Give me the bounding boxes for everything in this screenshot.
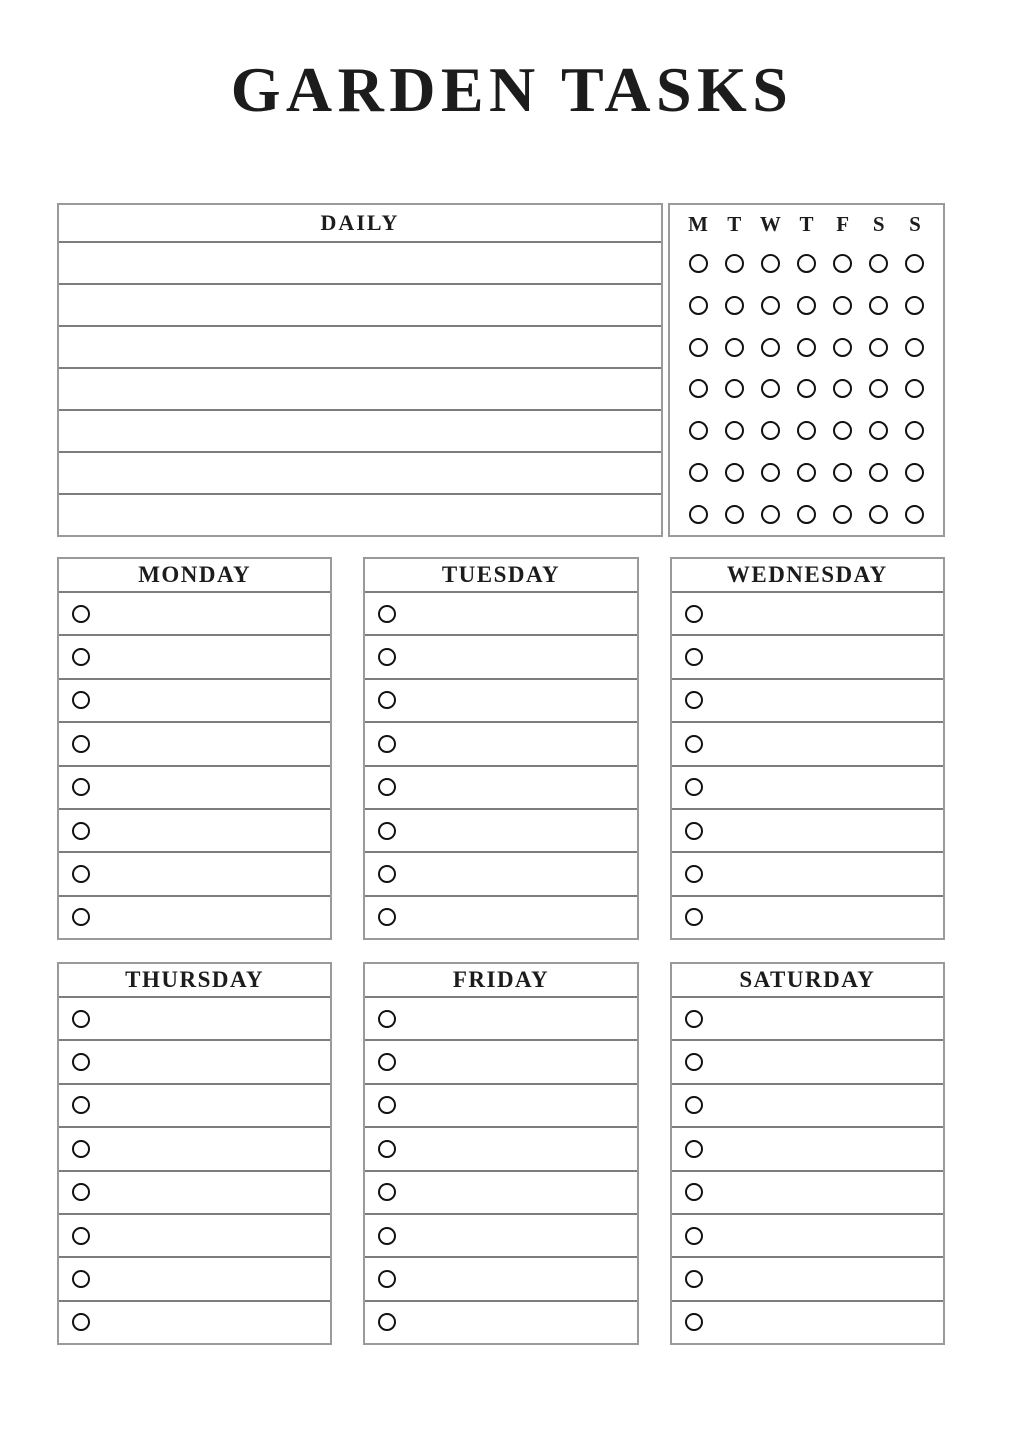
page-title: GARDEN TASKS xyxy=(230,54,794,125)
checkbox-circle[interactable] xyxy=(378,1140,396,1158)
checkbox-circle[interactable] xyxy=(685,778,703,796)
day-card-tuesday xyxy=(363,557,638,940)
checkbox-circle[interactable] xyxy=(72,865,90,883)
tracker-checkbox-circle[interactable] xyxy=(725,338,744,357)
checkbox-circle[interactable] xyxy=(72,605,90,623)
day-card-title: MONDAY xyxy=(59,559,330,593)
checkbox-circle[interactable] xyxy=(378,1227,396,1245)
task-row[interactable] xyxy=(59,998,330,1041)
tracker-checkbox-circle[interactable] xyxy=(869,296,888,315)
checkbox-circle[interactable] xyxy=(378,778,396,796)
task-row[interactable] xyxy=(59,1172,330,1215)
task-row[interactable] xyxy=(672,1258,943,1301)
checkbox-circle[interactable] xyxy=(378,1313,396,1331)
task-row[interactable] xyxy=(365,1215,636,1258)
checkbox-circle[interactable] xyxy=(685,605,703,623)
task-row[interactable] xyxy=(365,1302,636,1343)
task-row[interactable] xyxy=(59,1258,330,1301)
checkbox-circle[interactable] xyxy=(72,735,90,753)
task-row[interactable] xyxy=(365,897,636,938)
tracker-checkbox-circle[interactable] xyxy=(797,505,816,524)
task-row[interactable] xyxy=(365,680,636,723)
day-card-rows xyxy=(365,593,636,938)
checkbox-circle[interactable] xyxy=(72,778,90,796)
task-row[interactable] xyxy=(59,636,330,679)
checkbox-circle[interactable] xyxy=(378,648,396,666)
tracker-checkbox-circle[interactable] xyxy=(797,338,816,357)
day-cards-row-bottom xyxy=(57,962,945,1345)
tracker-checkbox-circle[interactable] xyxy=(833,505,852,524)
tracker-checkbox-circle[interactable] xyxy=(689,254,708,273)
task-row[interactable] xyxy=(672,1128,943,1171)
task-row[interactable] xyxy=(59,1215,330,1258)
day-card-rows xyxy=(59,998,330,1343)
checkbox-circle[interactable] xyxy=(72,691,90,709)
tracker-checkbox-circle[interactable] xyxy=(761,254,780,273)
tracker-checkbox-circle[interactable] xyxy=(869,463,888,482)
tracker-row xyxy=(680,410,933,452)
tracker-checkbox-circle[interactable] xyxy=(689,379,708,398)
tracker-checkbox-circle[interactable] xyxy=(725,421,744,440)
tracker-checkbox-circle[interactable] xyxy=(689,421,708,440)
task-row[interactable] xyxy=(672,636,943,679)
tracker-checkbox-circle[interactable] xyxy=(725,505,744,524)
checkbox-circle[interactable] xyxy=(72,1270,90,1288)
tracker-row xyxy=(680,368,933,410)
checkbox-circle[interactable] xyxy=(685,1227,703,1245)
tracker-checkbox-circle[interactable] xyxy=(725,379,744,398)
day-card-thursday xyxy=(57,962,332,1345)
checkbox-circle[interactable] xyxy=(378,1096,396,1114)
task-row[interactable] xyxy=(59,680,330,723)
checkbox-circle[interactable] xyxy=(72,1313,90,1331)
tracker-checkbox-circle[interactable] xyxy=(761,296,780,315)
task-row[interactable] xyxy=(672,723,943,766)
day-card-friday xyxy=(363,962,638,1345)
day-card-rows xyxy=(672,593,943,938)
task-row[interactable] xyxy=(672,853,943,896)
weekly-tracker-panel xyxy=(668,203,945,537)
day-card-rows xyxy=(365,998,636,1343)
tracker-checkbox-circle[interactable] xyxy=(869,421,888,440)
checkbox-circle[interactable] xyxy=(685,865,703,883)
task-row[interactable] xyxy=(672,680,943,723)
task-row[interactable] xyxy=(365,1085,636,1128)
day-card-title: TUESDAY xyxy=(365,559,636,593)
checkbox-circle[interactable] xyxy=(378,908,396,926)
tracker-checkbox-circle[interactable] xyxy=(761,338,780,357)
tracker-checkbox-circle[interactable] xyxy=(689,296,708,315)
checkbox-circle[interactable] xyxy=(685,1270,703,1288)
task-row[interactable] xyxy=(365,1128,636,1171)
day-letter: S xyxy=(909,211,921,236)
task-row[interactable] xyxy=(365,636,636,679)
task-row[interactable] xyxy=(365,767,636,810)
daily-task-row[interactable] xyxy=(59,327,661,369)
tracker-day-letters xyxy=(680,205,933,243)
tracker-checkbox-circle[interactable] xyxy=(905,296,924,315)
daily-header-label: DAILY xyxy=(59,205,661,243)
task-row[interactable] xyxy=(672,897,943,938)
task-row[interactable] xyxy=(365,1172,636,1215)
task-row[interactable] xyxy=(365,853,636,896)
checkbox-circle[interactable] xyxy=(685,1313,703,1331)
checkbox-circle[interactable] xyxy=(378,1053,396,1071)
checkbox-circle[interactable] xyxy=(72,648,90,666)
tracker-checkbox-circle[interactable] xyxy=(869,379,888,398)
tracker-checkbox-circle[interactable] xyxy=(905,254,924,273)
day-letter: T xyxy=(799,211,814,236)
day-card-title: FRIDAY xyxy=(365,964,636,998)
tracker-checkbox-circle[interactable] xyxy=(797,421,816,440)
tracker-checkbox-circle[interactable] xyxy=(689,338,708,357)
task-row[interactable] xyxy=(365,1258,636,1301)
checkbox-circle[interactable] xyxy=(685,648,703,666)
tracker-checkbox-circle[interactable] xyxy=(689,463,708,482)
tracker-checkbox-circle[interactable] xyxy=(797,296,816,315)
checkbox-circle[interactable] xyxy=(72,1140,90,1158)
checkbox-circle[interactable] xyxy=(72,822,90,840)
tracker-checkbox-circle[interactable] xyxy=(833,296,852,315)
daily-task-row[interactable] xyxy=(59,243,661,285)
day-card-monday xyxy=(57,557,332,940)
tracker-checkbox-circle[interactable] xyxy=(869,254,888,273)
day-card-title: WEDNESDAY xyxy=(672,559,943,593)
task-row[interactable] xyxy=(672,1302,943,1343)
tracker-checkbox-circle[interactable] xyxy=(833,254,852,273)
tracker-checkbox-circle[interactable] xyxy=(797,379,816,398)
checkbox-circle[interactable] xyxy=(378,691,396,709)
checkbox-circle[interactable] xyxy=(685,1096,703,1114)
tracker-checkbox-circle[interactable] xyxy=(833,338,852,357)
tracker-checkbox-circle[interactable] xyxy=(905,421,924,440)
tracker-checkbox-circle[interactable] xyxy=(797,254,816,273)
day-letter: W xyxy=(759,211,781,236)
checkbox-circle[interactable] xyxy=(378,735,396,753)
daily-task-row[interactable] xyxy=(59,495,661,535)
daily-task-row[interactable] xyxy=(59,369,661,411)
checkbox-circle[interactable] xyxy=(685,735,703,753)
tracker-row xyxy=(680,243,933,285)
task-row[interactable] xyxy=(672,1172,943,1215)
tracker-checkbox-circle[interactable] xyxy=(869,338,888,357)
daily-task-row[interactable] xyxy=(59,453,661,495)
checkbox-circle[interactable] xyxy=(378,1010,396,1028)
task-row[interactable] xyxy=(365,810,636,853)
task-row[interactable] xyxy=(59,897,330,938)
day-card-title: SATURDAY xyxy=(672,964,943,998)
day-card-title: THURSDAY xyxy=(59,964,330,998)
task-row[interactable] xyxy=(365,723,636,766)
daily-section xyxy=(57,203,945,537)
day-letter: T xyxy=(727,211,742,236)
task-row[interactable] xyxy=(59,1128,330,1171)
task-row[interactable] xyxy=(59,593,330,636)
day-card-wednesday xyxy=(670,557,945,940)
checkbox-circle[interactable] xyxy=(72,1183,90,1201)
tracker-row xyxy=(680,493,933,535)
tracker-checkbox-circle[interactable] xyxy=(905,338,924,357)
tracker-checkbox-circle[interactable] xyxy=(761,379,780,398)
checkbox-circle[interactable] xyxy=(72,1096,90,1114)
tracker-checkbox-circle[interactable] xyxy=(725,254,744,273)
tracker-checkbox-circle[interactable] xyxy=(761,463,780,482)
checkbox-circle[interactable] xyxy=(685,822,703,840)
tracker-checkbox-circle[interactable] xyxy=(869,505,888,524)
tracker-row xyxy=(680,452,933,494)
day-card-saturday xyxy=(670,962,945,1345)
checkbox-circle[interactable] xyxy=(685,1053,703,1071)
checkbox-circle[interactable] xyxy=(72,1010,90,1028)
day-card-rows xyxy=(59,593,330,938)
tracker-checkbox-circle[interactable] xyxy=(905,505,924,524)
tracker-checkbox-circle[interactable] xyxy=(833,463,852,482)
task-row[interactable] xyxy=(672,1215,943,1258)
checkbox-circle[interactable] xyxy=(685,908,703,926)
daily-task-rows xyxy=(59,243,661,535)
tracker-checkbox-circle[interactable] xyxy=(797,463,816,482)
checkbox-circle[interactable] xyxy=(685,691,703,709)
tracker-circle-grid xyxy=(680,243,933,535)
tracker-row xyxy=(680,326,933,368)
tracker-checkbox-circle[interactable] xyxy=(833,421,852,440)
task-row[interactable] xyxy=(672,593,943,636)
task-row[interactable] xyxy=(365,1041,636,1084)
task-row[interactable] xyxy=(59,1041,330,1084)
checkbox-circle[interactable] xyxy=(378,865,396,883)
task-row[interactable] xyxy=(59,1085,330,1128)
day-card-rows xyxy=(672,998,943,1343)
checkbox-circle[interactable] xyxy=(72,1053,90,1071)
task-row[interactable] xyxy=(672,810,943,853)
task-row[interactable] xyxy=(672,1085,943,1128)
task-row[interactable] xyxy=(672,1041,943,1084)
tracker-checkbox-circle[interactable] xyxy=(761,505,780,524)
tracker-checkbox-circle[interactable] xyxy=(689,505,708,524)
task-row[interactable] xyxy=(59,767,330,810)
checkbox-circle[interactable] xyxy=(685,1183,703,1201)
checkbox-circle[interactable] xyxy=(685,1140,703,1158)
task-row[interactable] xyxy=(59,723,330,766)
checkbox-circle[interactable] xyxy=(72,1227,90,1245)
tracker-checkbox-circle[interactable] xyxy=(725,296,744,315)
task-row[interactable] xyxy=(365,593,636,636)
task-row[interactable] xyxy=(59,1302,330,1343)
daily-task-table xyxy=(57,203,663,537)
tracker-checkbox-circle[interactable] xyxy=(725,463,744,482)
tracker-row xyxy=(680,285,933,327)
day-letter: S xyxy=(872,211,885,236)
daily-task-row[interactable] xyxy=(59,285,661,327)
tracker-checkbox-circle[interactable] xyxy=(905,379,924,398)
checkbox-circle[interactable] xyxy=(378,822,396,840)
tracker-checkbox-circle[interactable] xyxy=(761,421,780,440)
task-row[interactable] xyxy=(672,998,943,1041)
tracker-checkbox-circle[interactable] xyxy=(905,463,924,482)
task-row[interactable] xyxy=(59,810,330,853)
checkbox-circle[interactable] xyxy=(378,1270,396,1288)
task-row[interactable] xyxy=(672,767,943,810)
task-row[interactable] xyxy=(365,998,636,1041)
checkbox-circle[interactable] xyxy=(378,605,396,623)
daily-task-row[interactable] xyxy=(59,411,661,453)
day-cards-row-top xyxy=(57,557,945,940)
day-letter: F xyxy=(836,211,850,236)
checkbox-circle[interactable] xyxy=(685,1010,703,1028)
checkbox-circle[interactable] xyxy=(378,1183,396,1201)
tracker-checkbox-circle[interactable] xyxy=(833,379,852,398)
task-row[interactable] xyxy=(59,853,330,896)
checkbox-circle[interactable] xyxy=(72,908,90,926)
day-letter: M xyxy=(688,211,708,236)
